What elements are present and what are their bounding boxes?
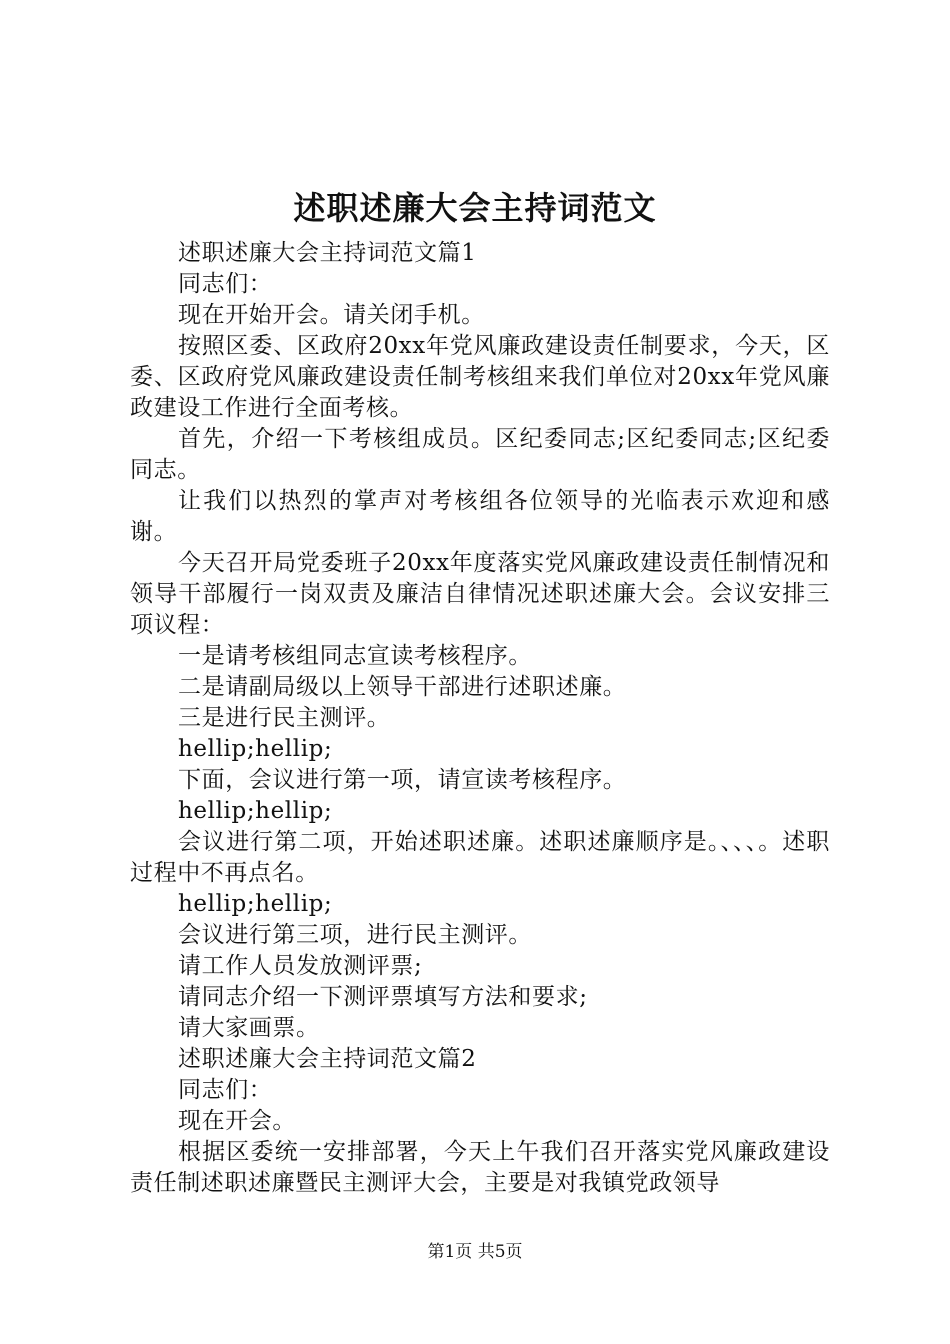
paragraph: 今天召开局党委班子20xx年度落实党风廉政建设责任制情况和领导干部履行一岗双责及廉洁自律情况述职述廉大会。会议安排三项议程： bbox=[130, 550, 830, 638]
paragraph: 现在开会。 bbox=[178, 1108, 296, 1134]
paragraph: 同志们： bbox=[178, 271, 273, 297]
document-body bbox=[130, 238, 830, 1199]
paragraph: 三是进行民主测评。 bbox=[178, 705, 391, 731]
paragraph: 同志们： bbox=[178, 1077, 273, 1103]
paragraph: 会议进行第二项，开始述职述廉。述职述廉顺序是。、、、。述职过程中不再点名。 bbox=[130, 829, 830, 886]
paragraph: 请同志介绍一下测评票填写方法和要求; bbox=[178, 984, 588, 1010]
document-title: 述职述廉大会主持词范文 bbox=[293, 189, 657, 227]
paragraph: 会议进行第三项，进行民主测评。 bbox=[178, 922, 532, 948]
paragraph: 请大家画票。 bbox=[178, 1015, 320, 1041]
paragraph: 让我们以热烈的掌声对考核组各位领导的光临表示欢迎和感谢。 bbox=[130, 488, 830, 545]
paragraph: 述职述廉大会主持词范文篇1 bbox=[178, 240, 477, 266]
paragraph: 一是请考核组同志宣读考核程序。 bbox=[178, 643, 532, 669]
paragraph: 根据区委统一安排部署，今天上午我们召开落实党风廉政建设责任制述职述廉暨民主测评大会，主要是对我镇党政领导 bbox=[130, 1139, 830, 1196]
paragraph: 二是请副局级以上领导干部进行述职述廉。 bbox=[178, 674, 627, 700]
paragraph: 按照区委、区政府20xx年党风廉政建设责任制要求，今天，区委、区政府党风廉政建设责任制考核组来我们单位对20xx年党风廉政建设工作进行全面考核。 bbox=[130, 333, 830, 421]
paragraph: hellip;hellip; bbox=[178, 891, 333, 917]
paragraph: 下面，会议进行第一项，请宣读考核程序。 bbox=[178, 767, 627, 793]
page-footer: 第1页 共5页 bbox=[427, 1242, 523, 1262]
paragraph: 首先，介绍一下考核组成员。区纪委同志;区纪委同志;区纪委同志。 bbox=[130, 426, 830, 483]
paragraph: 述职述廉大会主持词范文篇2 bbox=[178, 1046, 477, 1072]
paragraph: 现在开始开会。请关闭手机。 bbox=[178, 302, 485, 328]
paragraph: hellip;hellip; bbox=[178, 736, 333, 762]
paragraph: 请工作人员发放测评票; bbox=[178, 953, 423, 979]
paragraph: hellip;hellip; bbox=[178, 798, 333, 824]
